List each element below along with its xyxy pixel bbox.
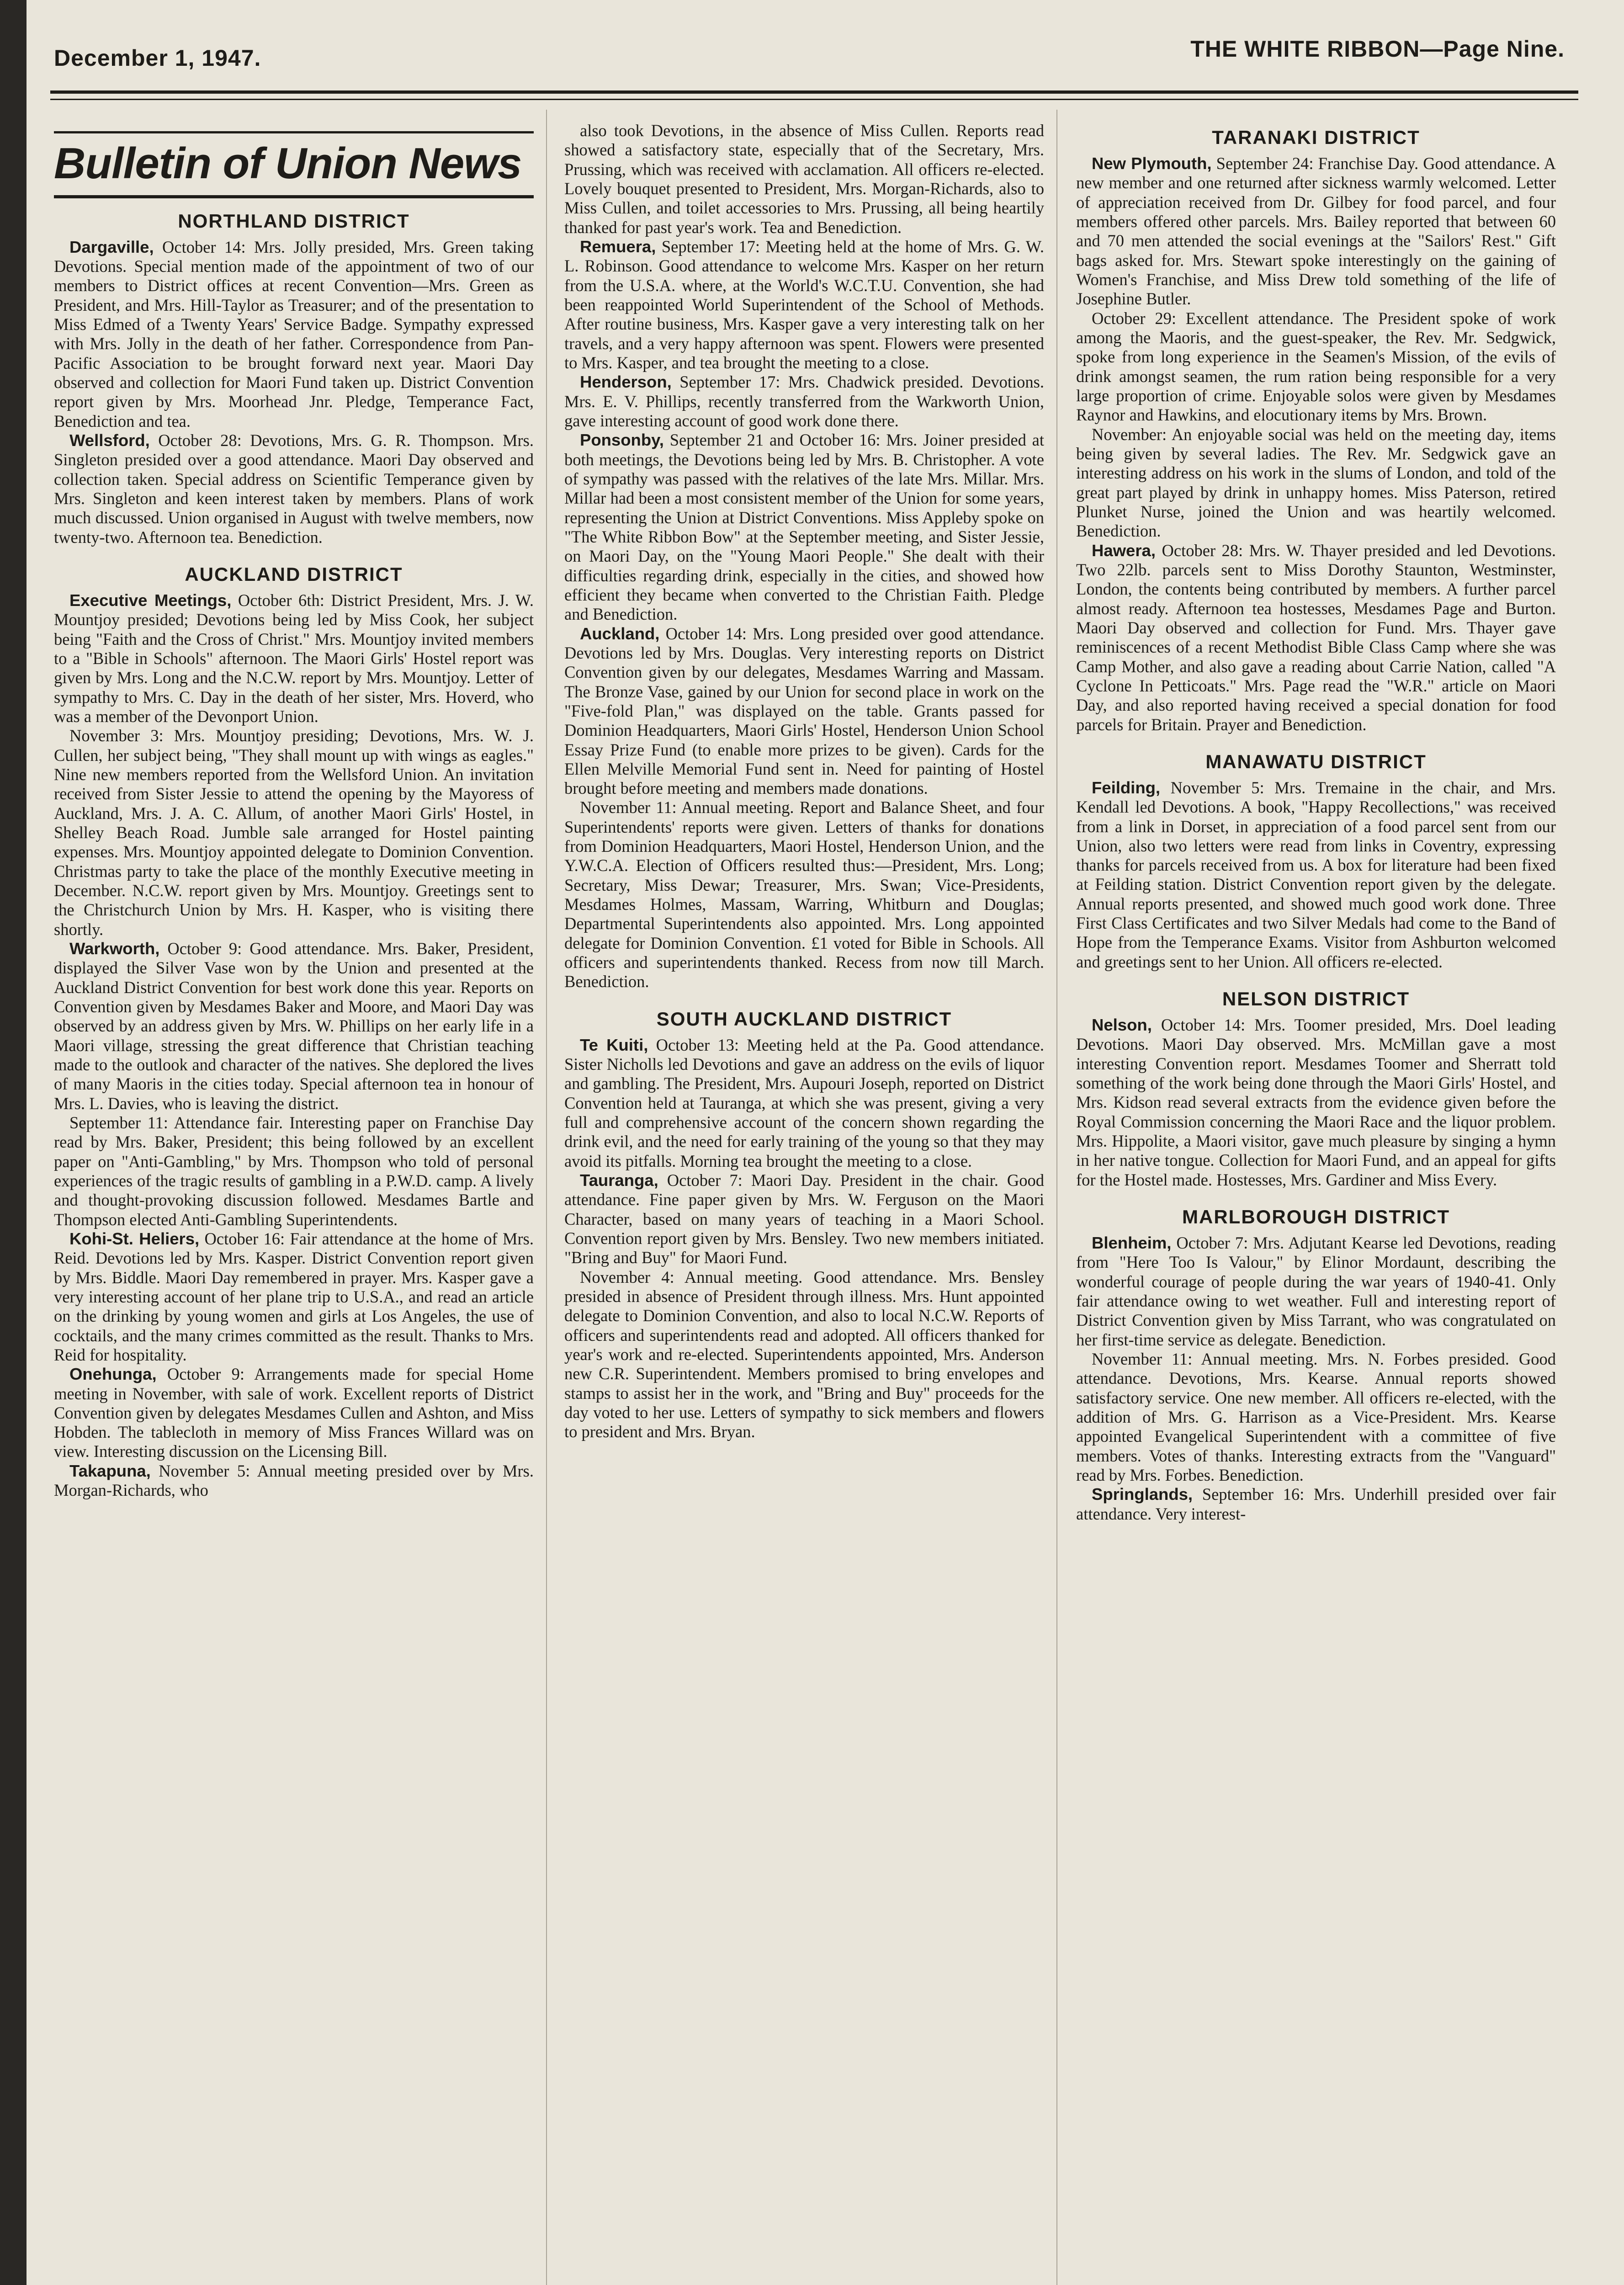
district-heading: TARANAKI DISTRICT [1212, 127, 1420, 148]
union-report-paragraph [564, 1268, 1044, 1442]
union-report-paragraph [54, 726, 534, 939]
union-report-paragraph [1076, 1233, 1556, 1350]
union-report-paragraph [564, 121, 1044, 237]
report-text: October 28: Devotions, Mrs. G. R. Thompson. Mrs. Singleton presided over a good attendance. Maori Day observed and collection taken. Special address on Scientific Temperance given by Mrs. Singleton and keen interest taken by members. Plans of work much discussed. Union organised in August with twelve members, now twenty-two. Afternoon tea. Benediction. [54, 431, 534, 547]
report-text: September 17: Mrs. Chadwick presided. Devotions. Mrs. E. V. Phillips, recently transferred from the Warkworth Union, gave interesting account of good work done there. [564, 372, 1044, 430]
union-place-name: Nelson, [1092, 1015, 1152, 1035]
union-place-name: Warkworth, [69, 939, 160, 958]
union-report-paragraph [1076, 425, 1556, 541]
report-text: September 21 and October 16: Mrs. Joiner presided at both meetings, the Devotions being led by Mrs. B. Christopher. A vote of sympathy was passed with the relatives of the late Mrs. Millar. Mrs. Millar had been a most consistent member of the Union for some years, representing the Union at District Conventions. Miss Appleby spoke on "The White Ribbon Bow" at the September meeting, and Sister Jessie, on Maori Day, on the "Young Maori People." She dealt with their difficulties regarding drink, especially in the cities, and showed how efficient they became when converted to the Christian Faith. Pledge and Benediction. [564, 430, 1044, 624]
report-text: October 7: Maori Day. President in the chair. Good attendance. Fine paper given by Mrs. W. Ferguson on the Maori Character, based on many years of teaching in a Maori School. Convention report given by Mrs. Bensley. Two new members initiated. "Bring and Buy" for Maori Fund. [564, 1171, 1044, 1267]
union-place-name: Onehunga, [69, 1365, 157, 1384]
union-report-paragraph [564, 237, 1044, 372]
report-text: also took Devotions, in the absence of Miss Cullen. Reports read showed a satisfactory state, especially that of the Secretary, Mrs. Prussing, which was received with acclamation. All officers re-elected. Lovely bouquet presented to President, Mrs. Morgan-Richards, also to Miss Cullen, and toilet accessories to Mrs. Prussing, all being heartily thanked for past year's work. Tea and Benediction. [564, 121, 1044, 237]
union-report-paragraph [1076, 541, 1556, 734]
union-place-name: Kohi-St. Heliers, [69, 1229, 200, 1248]
union-place-name: Hawera, [1092, 541, 1156, 560]
report-text: October 9: Arrangements made for special Home meeting in November, with sale of work. Excellent reports of District Convention given by delegates Mesdames Cullen and Ashton, and Miss Hobden. The tablecloth in memory of Miss Frances Willard was on view. Interesting discussion on the Licensing Bill. [54, 1365, 534, 1461]
report-text: October 14: Mrs. Long presided over good attendance. Devotions led by Mrs. Douglas. Very interesting reports on District Convention given by our delegates, Mesdames Warring and Massam. The Bronze Vase, gained by our Union for second place in work on the "Five-fold Plan," was displayed on the table. Grants passed for Dominion Headquarters, Maori Girls' Hostel, Henderson Union School Essay Prize Fund (to enable more prizes to be given). Cards for the Ellen Melville Memorial Fund sent in. Need for painting of Hostel brought before meeting and members made donations. [564, 624, 1044, 798]
district-heading: NORTHLAND DISTRICT [178, 210, 410, 232]
report-text: November 5: Mrs. Tremaine in the chair, and Mrs. Kendall led Devotions. A book, "Happy Recollections," was received from a link in Dorset, in appreciation of a food parcel sent from our Union, also two letters were read from links in Coventry, expressing thanks for parcels received from us. A box for literature had been fixed at Feilding station. District Convention report given by the delegate. Annual reports presented, and showed much good work done. Three First Class Certificates and two Silver Medals had come to the Band of Hope from the Temperance Exams. Visitor from Ashburton welcomed and greetings sent to her Union. All officers re-elected. [1076, 778, 1556, 971]
union-report-paragraph [1076, 1015, 1556, 1190]
report-text: October 29: Excellent attendance. The President spoke of work among the Maoris, and the guest-speaker, the Rev. Mr. Sedgwick, spoke from long experience in the Seamen's Mission, of the evils of drink amongst seamen, the rum ration being responsible for a very large proportion of crime. Enjoyable solos were given by Mesdames Raynor and Hawkins, and elocutionary items by Mrs. Brown. [1076, 308, 1556, 425]
union-place-name: Feilding, [1092, 778, 1161, 797]
report-text: September 17: Meeting held at the home of Mrs. G. W. L. Robinson. Good attendance to welcome Mrs. Kasper on her return from the U.S.A. where, at the World's W.C.T.U. Convention, she had been reappointed World Superintendent of the School of Methods. After routine business, Mrs. Kasper gave a very interesting talk on her travels, and a very happy afternoon was spent. Flowers were presented to Mrs. Kasper, and tea brought the meeting to a close. [564, 237, 1044, 372]
union-report-paragraph [54, 1365, 534, 1461]
union-place-name: Henderson, [580, 372, 672, 392]
header-rule [50, 90, 1578, 94]
report-text: November 4: Annual meeting. Good attendance. Mrs. Bensley presided in absence of President through illness. Mrs. Hunt appointed delegate to Dominion Convention, and also to local N.C.W. Reports of officers and superintendents read and adopted. All officers thanked for year's work and re-elected. Superintendents appointed, Mrs. Anderson new C.R. Superintendent. Members promised to bring envelopes and stamps to assist her in the work, and "Bring and Buy" proceeds for the day voted to her use. Letters of sympathy to sick members and flowers to president and Mrs. Bryan. [564, 1267, 1044, 1441]
union-report-paragraph [1076, 1350, 1556, 1485]
union-place-name: Wellsford, [69, 431, 150, 450]
union-report-paragraph [54, 238, 534, 431]
column-body [54, 210, 534, 1500]
report-text: October 13: Meeting held at the Pa. Good attendance. Sister Nicholls led Devotions and gave an address on the evils of liquor and gambling. The President, Mrs. Aupouri Joseph, reported on District Convention held at Tauranga, at which she was present, giving a very full and comprehensive account of the concern shown regarding the drink evil, and the need for early training of the young so that they may avoid its pitfalls. Morning tea brought the meeting to a close. [564, 1035, 1044, 1170]
union-place-name: Auckland, [580, 624, 660, 643]
union-place-name: Remuera, [580, 237, 656, 256]
issue-date: December 1, 1947. [54, 45, 261, 71]
report-text: November 3: Mrs. Mountjoy presiding; Devotions, Mrs. W. J. Cullen, her subject being, "They shall mount up with wings as eagles." Nine new members reported from the Wellsford Union. An invitation received from Sister Jessie to attend the opening by the Mayoress of Auckland, Mrs. J. A. C. Allum, of another Maori Girls' Hostel, in Shelley Beach Road. Jumble sale arranged for Hostel painting expenses. Mrs. Mountjoy appointed delegate to Dominion Convention. Christmas party to take the place of the monthly Executive meeting in December. N.C.W. report given by Mrs. Mountjoy. Greetings sent to the Christchurch Union by Mrs. H. Kasper, who is visiting there shortly. [54, 726, 534, 939]
report-text: October 9: Good attendance. Mrs. Baker, President, displayed the Silver Vase won by the Union and presented at the Auckland District Convention for best work done this year. Reports on Convention given by Mesdames Baker and Moore, and Maori Day was observed by an address given by Mrs. W. Phillips on her early life in a Maori village, stressing the great difference that Christian teaching made to the outlook and character of the natives. She deplored the lives of many Maoris in the cities today. Special afternoon tea in honour of Mrs. L. Davies, who is leaving the district. [54, 939, 534, 1113]
district-heading: MARLBOROUGH DISTRICT [1182, 1206, 1450, 1228]
union-report-paragraph [54, 1229, 534, 1365]
column-divider [546, 110, 547, 2285]
district-heading: NELSON DISTRICT [1222, 988, 1410, 1010]
district-heading: MANAWATU DISTRICT [1205, 750, 1427, 772]
union-place-name: Dargaville, [69, 237, 154, 256]
bulletin-rule-bottom [54, 195, 534, 198]
report-text: November 11: Annual meeting. Report and Balance Sheet, and four Superintendents' reports were given. Letters of thanks for donations from Dominion Headquarters, Maori Hostel, Henderson Union, and the Y.W.C.A. Election of Officers resulted thus:—President, Mrs. Long; Secretary, Miss Dewar; Treasurer, Mrs. Swan; Vice-Presidents, Mesdames Holmes, Massam, Warring, Whitburn and Douglas; Departmental Superintendents also appointed. Mrs. Long appointed delegate for Dominion Convention. £1 voted for Bible in Schools. All officers and superintendents thanked. Recess from now till March. Benediction. [564, 798, 1044, 991]
binding-edge [0, 0, 27, 2285]
report-text: November 5: Annual meeting presided over by Mrs. Morgan-Richards, who [54, 1461, 534, 1500]
report-text: November 11: Annual meeting. Mrs. N. Forbes presided. Good attendance. Devotions, Mrs. Kearse. Annual reports showed satisfactory service. One new member. All officers re-elected, with the addition of Mrs. G. Harrison as a Vice-President. Mrs. Kearse appointed Evangelical Superintendent with a committee of five members. Votes of thanks. Interesting extracts from the "Vanguard" read by Mrs. Forbes. Benediction. [1076, 1350, 1556, 1485]
column-2 [564, 121, 1044, 2285]
union-report-paragraph [1076, 778, 1556, 972]
report-text: September 16: Mrs. Underhill presided over fair attendance. Very interest- [1076, 1485, 1556, 1523]
column-1 [54, 121, 534, 2285]
union-place-name: Takapuna, [69, 1461, 151, 1480]
union-report-paragraph [1076, 1485, 1556, 1524]
union-report-paragraph [54, 431, 534, 547]
union-place-name: Ponsonby, [580, 430, 664, 450]
header-rule-thin [50, 99, 1578, 100]
union-report-paragraph [54, 591, 534, 726]
report-text: September 24: Franchise Day. Good attendance. A new member and one returned after sickness warmly welcomed. Letter of appreciation received from Dr. Gilbey for food parcel, and four members offered other parcels. Mrs. Bailey reported that between 60 and 70 men attended the social evenings at the "Sailors' Rest." Gift bags asked for. Mrs. Stewart spoke interestingly on the gaining of Women's Franchise, and Miss Drew told something of the life of Josephine Butler. [1076, 154, 1556, 308]
report-text: September 11: Attendance fair. Interesting paper on Franchise Day read by Mrs. Baker, President; this being followed by an excellent paper on "Anti-Gambling," by Mrs. Thompson who told of personal experiences of the tragic results of gambling in a P.W.D. camp. A lively and thought-provoking discussion followed. Mesdames Bartle and Thompson elected Anti-Gambling Superintendents. [54, 1113, 534, 1229]
district-heading: AUCKLAND DISTRICT [185, 563, 403, 585]
report-text: October 28: Mrs. W. Thayer presided and led Devotions. Two 22lb. parcels sent to Miss Dorothy Staunton, Westminster, London, the contents being contributed by members. A further parcel almost ready. Afternoon tea hostesses, Mesdames Page and Burton. Maori Day observed and collection for Fund. Mrs. Thayer gave reminiscences of a recent Methodist Bible Class Camp where she was Camp Mother, and also gave a reading about Carrie Nation, called "A Cyclone In Petticoats." Mrs. Page read the "W.R." article on Maori Day, and also reported having received a special donation for food parcels for Britain. Prayer and Benediction. [1076, 541, 1556, 734]
report-text: October 14: Mrs. Jolly presided, Mrs. Green taking Devotions. Special mention made of the appointment of two of our members to District offices at recent Convention—Mrs. Green as President, and Mrs. Hill-Taylor as Treasurer; and of the presentation to Miss Edmed of a Twenty Years' Service Badge. Sympathy expressed with Mrs. Jolly in the death of her father. Correspondence from Pan-Pacific Association to be brought forward next year. Maori Day observed and collection for Maori Fund taken up. District Convention report given by Mrs. Moorhead Jnr. Pledge, Temperance Fact, Benediction and tea. [54, 237, 534, 430]
column-divider [1056, 110, 1057, 2285]
union-report-paragraph [564, 372, 1044, 430]
union-place-name: Blenheim, [1092, 1233, 1172, 1253]
column-body [564, 121, 1044, 1442]
publication-page-label: THE WHITE RIBBON—Page Nine. [1190, 36, 1565, 62]
union-place-name: Springlands, [1092, 1485, 1193, 1504]
union-place-name: Te Kuiti, [580, 1035, 648, 1054]
union-report-paragraph [564, 1171, 1044, 1268]
union-report-paragraph [564, 430, 1044, 624]
report-text: October 16: Fair attendance at the home of Mrs. Reid. Devotions led by Mrs. Kasper. District Convention report given by Mrs. Biddle. Maori Day remembered in prayer. Mrs. Kasper gave a very interesting account of her plane trip to U.S.A., and read an article on the drinking by young women and girls at Los Angeles, the use of cocktails, and the many crimes committed as the result. Thanks to Mrs. Reid for hospitality. [54, 1229, 534, 1364]
union-report-paragraph [564, 624, 1044, 798]
union-place-name: Executive Meetings, [69, 591, 232, 610]
column-body [1076, 127, 1556, 1524]
bulletin-rule-top [54, 131, 534, 133]
district-heading: SOUTH AUCKLAND DISTRICT [656, 1008, 952, 1030]
union-report-paragraph [564, 798, 1044, 991]
union-report-paragraph [1076, 309, 1556, 425]
union-report-paragraph [54, 1461, 534, 1500]
report-text: October 14: Mrs. Toomer presided, Mrs. Doel leading Devotions. Maori Day observed. Mrs. McMillan gave a most interesting Convention report. Mesdames Toomer and Sherratt told something of the work being done through the Maori Girls' Hostel, and Mrs. Kidson read several extracts from the evidence given before the Royal Commission concerning the Maori Race and the liquor problem. Mrs. Hippolite, a Maori visitor, gave much pleasure by singing a hymn in her native tongue. Collection for Maori Fund, and an appeal for gifts for the Hostel made. Hostesses, Mrs. Gardiner and Miss Every. [1076, 1015, 1556, 1189]
union-report-paragraph [1076, 154, 1556, 309]
column-3 [1076, 121, 1556, 2285]
bulletin-title: Bulletin of Union News [54, 139, 522, 188]
union-report-paragraph [54, 1113, 534, 1229]
union-report-paragraph [564, 1036, 1044, 1171]
union-report-paragraph [54, 939, 534, 1113]
union-place-name: New Plymouth, [1092, 154, 1212, 173]
report-text: October 6th: District President, Mrs. J. W. Mountjoy presided; Devotions being led by Miss Cook, her subject being "Faith and the Cross of Christ." Mrs. Mountjoy invited members to a "Bible in Schools" afternoon. The Maori Girls' Hostel report was given by Mrs. Long and the N.C.W. report by Mrs. Mountjoy. Letter of sympathy to Mrs. C. Day in the death of her sister, Mrs. Hoverd, who was a member of the Devonport Union. [54, 591, 534, 726]
report-text: November: An enjoyable social was held on the meeting day, items being given by several ladies. The Rev. Mr. Sedgwick gave an interesting address on his work in the slums of London, and told of the great part played by drink in unhappy homes. Miss Paterson, retired Plunket Nurse, joined the Union and was heartily welcomed. Benediction. [1076, 425, 1556, 541]
union-place-name: Tauranga, [580, 1171, 658, 1190]
report-text: October 7: Mrs. Adjutant Kearse led Devotions, reading from "Here Too Is Valour," by Elinor Mordaunt, describing the wonderful courage of people during the war years of 1940-41. Only fair attendance owing to wet weather. Full and interesting report of District Convention given by Miss Tarrant, who was congratulated on her first-time service as delegate. Benediction. [1076, 1233, 1556, 1349]
